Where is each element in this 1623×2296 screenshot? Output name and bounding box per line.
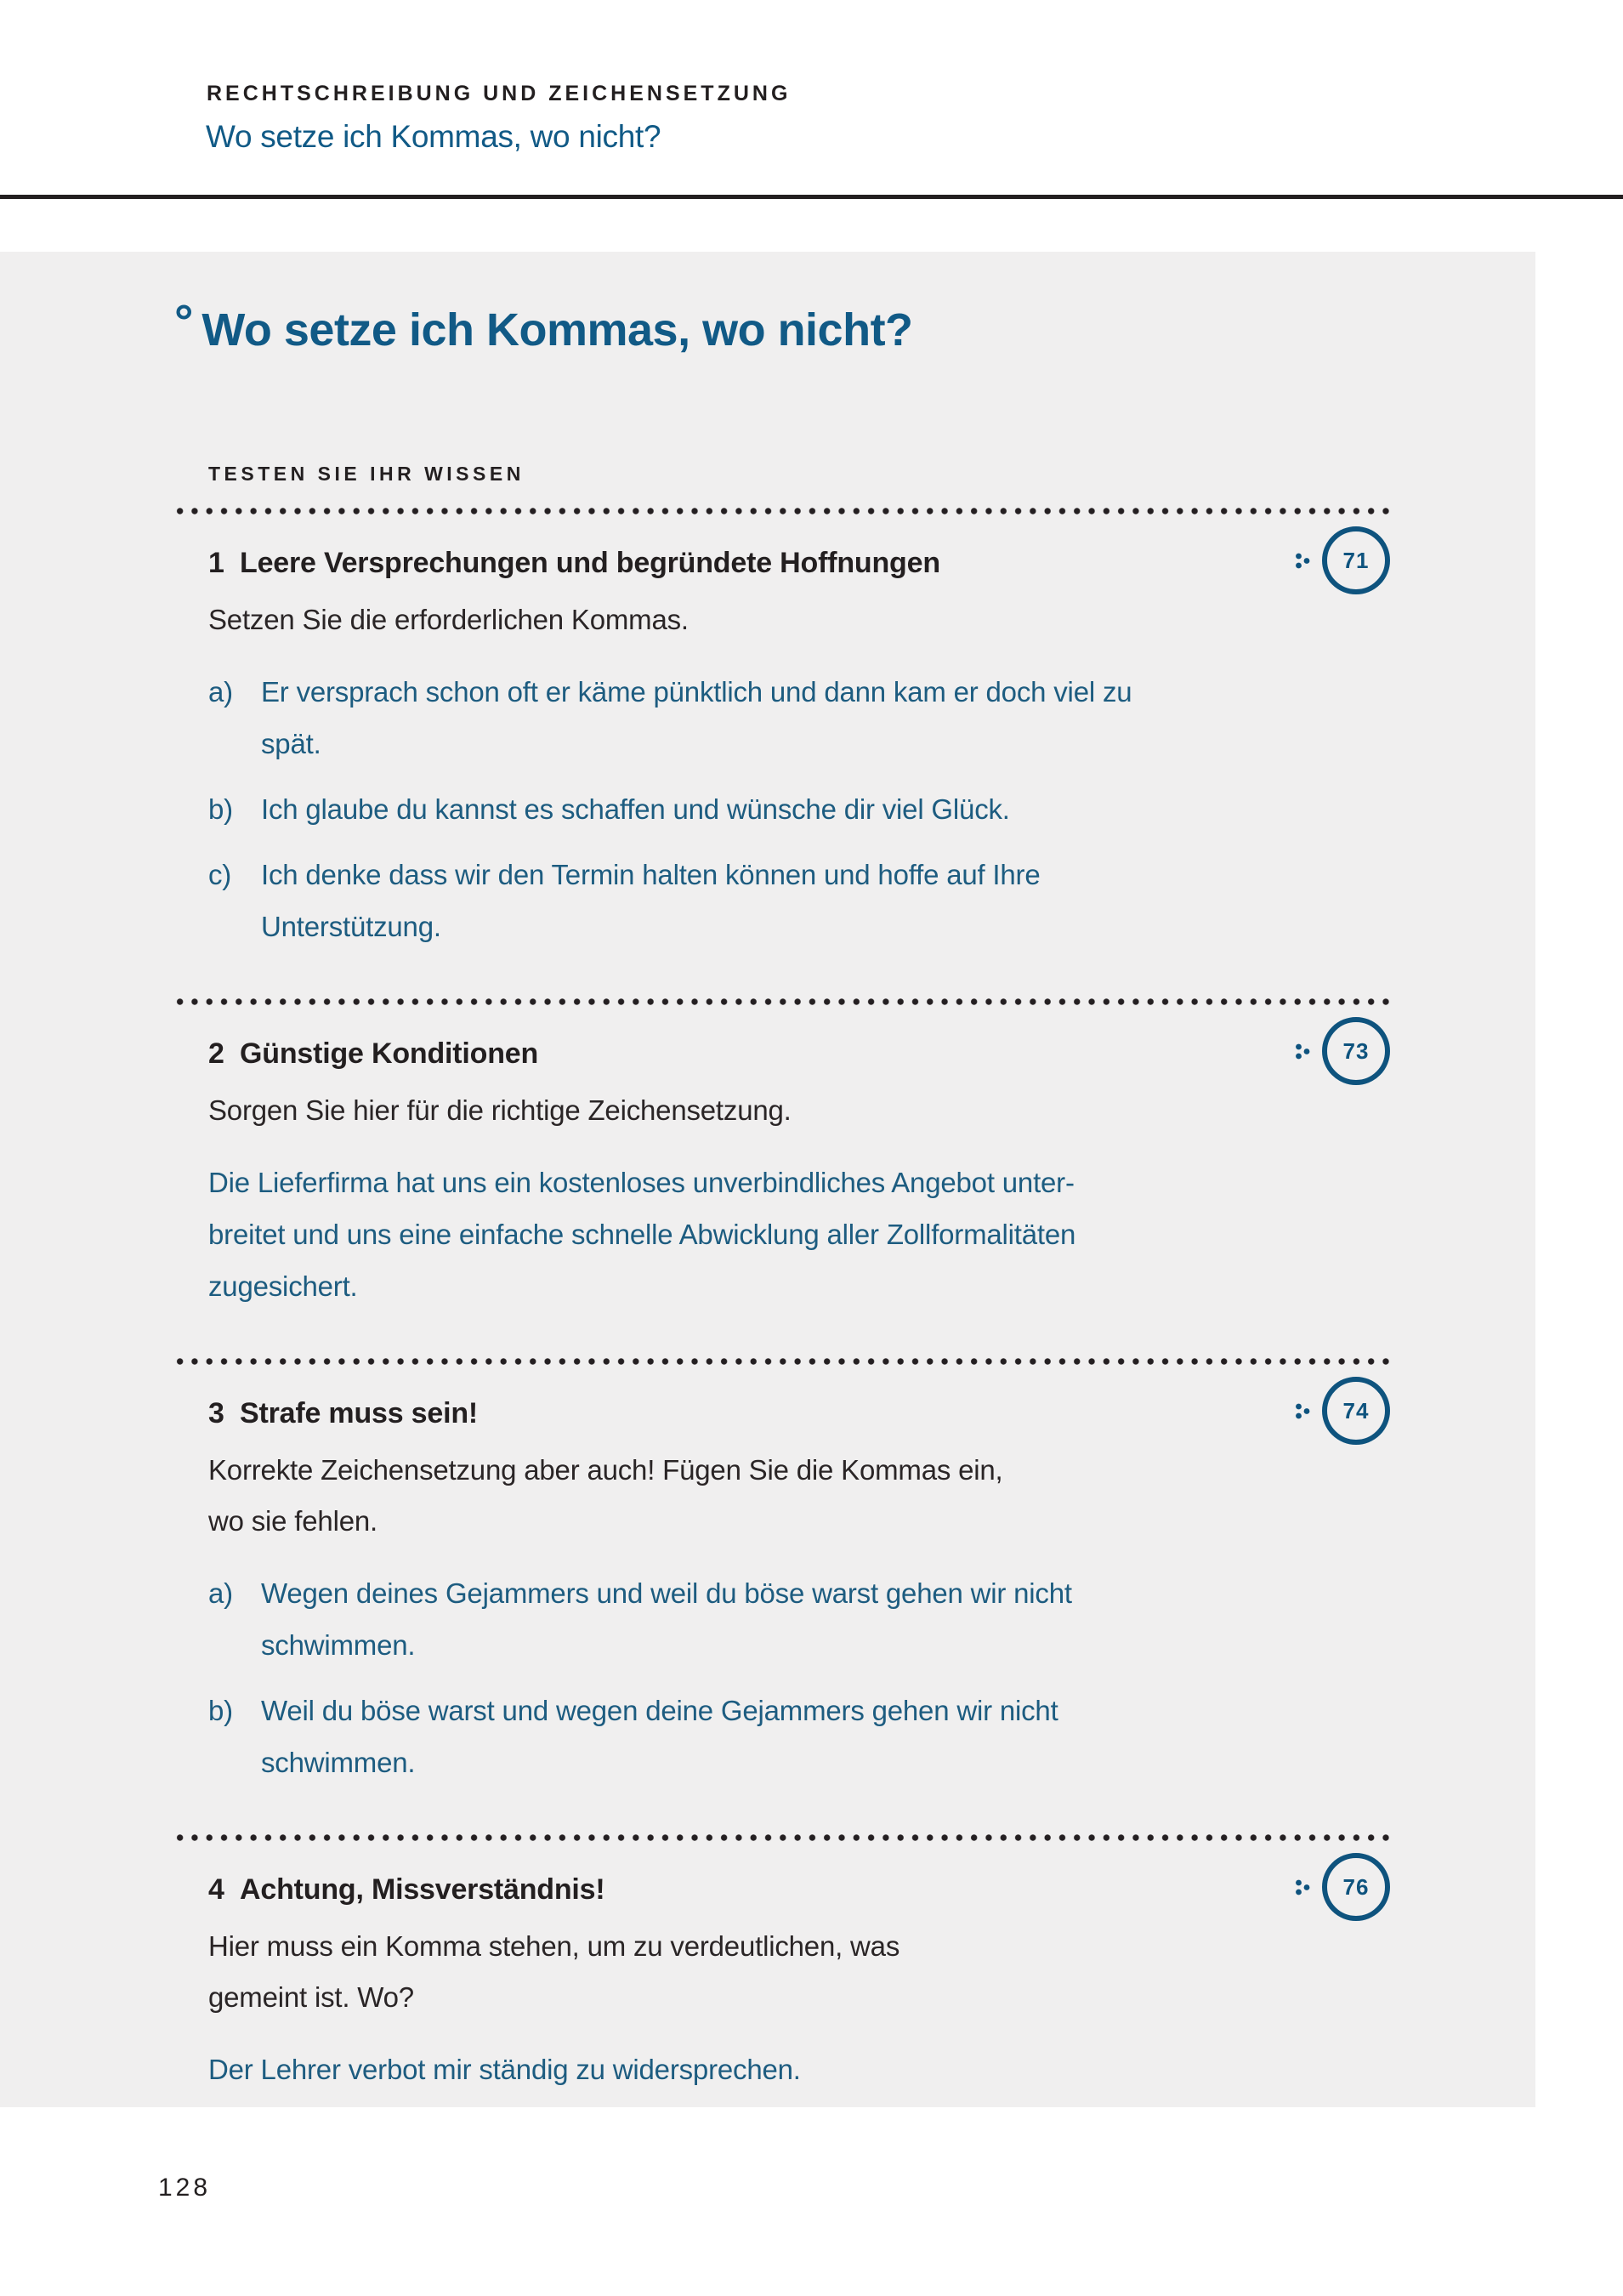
sentence-line: breitet und uns eine einfache schnelle Abwicklung aller Zollformalitäten: [208, 1219, 1076, 1250]
answer-ref-icon: [1295, 550, 1311, 571]
exercise-heading: [208, 1870, 1390, 1909]
exercise-instruction: [208, 1085, 1390, 1136]
answer-ref-icon: [1295, 1401, 1311, 1422]
item-line: Er versprach schon oft er käme pünktlich und dann kam er doch viel zu: [261, 676, 1132, 708]
instruction-line: wo sie fehlen.: [208, 1505, 377, 1537]
item-text: [261, 783, 1010, 835]
answer-page-badge: 73: [1322, 1017, 1390, 1085]
item-label: a): [208, 1577, 233, 1609]
exercise-sentence: [208, 2043, 1390, 2095]
instruction-line: Setzen Sie die erforderlichen Kommas.: [208, 604, 689, 635]
list-item: [208, 1685, 1390, 1788]
item-label: b): [208, 1695, 233, 1726]
item-label: c): [208, 859, 232, 890]
exercise-4: [173, 1841, 1390, 2119]
exercise-instruction: [208, 594, 1390, 645]
instruction-line: Korrekte Zeichensetzung aber auch! Fügen Sie die Kommas ein,: [208, 1454, 1003, 1486]
item-text: [261, 1567, 1072, 1671]
answer-badge-group: [1295, 1377, 1390, 1445]
item-line: schwimmen.: [261, 1629, 416, 1661]
answer-ref-icon: [1295, 1877, 1311, 1898]
chapter-section-title: Wo setze ich Kommas, wo nicht?: [206, 119, 661, 154]
instruction-line: Hier muss ein Komma stehen, um zu verdeutlichen, was: [208, 1930, 900, 1962]
section-label: TESTEN SIE IHR WISSEN: [208, 463, 525, 485]
sentence-line: zugesichert.: [208, 1270, 358, 1302]
answer-ref-icon: [1295, 1041, 1311, 1062]
exercise-number: 2: [208, 1037, 224, 1070]
exercise-instruction: [208, 1445, 1390, 1547]
item-text: [261, 849, 1041, 952]
page-number: 128: [158, 2174, 212, 2202]
item-label: a): [208, 676, 233, 708]
sentence-line: Die Lieferfirma hat uns ein kostenloses unverbindliches Angebot unter-: [208, 1167, 1075, 1198]
exercise-title: Achtung, Missverständnis!: [240, 1873, 605, 1906]
item-line: schwimmen.: [261, 1747, 416, 1778]
exercise-title: Leere Versprechungen und begründete Hoffnungen: [240, 547, 940, 579]
page-title: Wo setze ich Kommas, wo nicht?: [201, 304, 913, 355]
answer-page-badge: 76: [1322, 1853, 1390, 1921]
chapter-kicker: RECHTSCHREIBUNG UND ZEICHENSETZUNG: [207, 82, 792, 105]
item-line: Ich denke dass wir den Termin halten können und hoffe auf Ihre: [261, 859, 1041, 890]
dotted-divider: [173, 508, 1390, 514]
exercise-title: Günstige Konditionen: [240, 1037, 539, 1070]
instruction-line: Sorgen Sie hier für die richtige Zeichensetzung.: [208, 1094, 792, 1126]
exercise-heading: [208, 1394, 1390, 1433]
answer-page-badge: 71: [1322, 526, 1390, 594]
exercise-items: [208, 1567, 1390, 1788]
title-row: [174, 294, 1390, 364]
answer-page-badge: 74: [1322, 1377, 1390, 1445]
answer-badge-group: [1295, 526, 1390, 594]
exercise-sentence: [208, 1157, 1390, 1312]
item-line: Unterstützung.: [261, 911, 441, 942]
content-panel: [0, 252, 1535, 2107]
dotted-divider: [173, 998, 1390, 1005]
exercise-title: Strafe muss sein!: [240, 1397, 479, 1429]
list-item: [208, 1567, 1390, 1671]
item-line: spät.: [261, 728, 321, 759]
exercise-items: [208, 666, 1390, 952]
degree-bullet-icon: °: [174, 294, 194, 348]
exercise-number: 3: [208, 1397, 224, 1429]
item-text: [261, 1685, 1058, 1788]
item-line: Weil du böse warst und wegen deine Gejammers gehen wir nicht: [261, 1695, 1058, 1726]
answer-badge-group: [1295, 1017, 1390, 1085]
dotted-divider: [173, 1834, 1390, 1841]
list-item: [208, 666, 1390, 770]
exercise-instruction: [208, 1921, 1390, 2023]
item-line: Wegen deines Gejammers und weil du böse warst gehen wir nicht: [261, 1577, 1072, 1609]
item-label: b): [208, 793, 233, 825]
item-text: [261, 666, 1132, 770]
header-rule: [0, 195, 1623, 199]
exercise-number: 1: [208, 547, 224, 579]
item-line: Ich glaube du kannst es schaffen und wünsche dir viel Glück.: [261, 793, 1010, 825]
answer-badge-group: [1295, 1853, 1390, 1921]
instruction-line: gemeint ist. Wo?: [208, 1981, 414, 2013]
panel-inner: [0, 252, 1390, 2119]
sentence-line: Der Lehrer verbot mir ständig zu widersprechen.: [208, 2054, 801, 2085]
list-item: [208, 849, 1390, 952]
exercise-number: 4: [208, 1873, 224, 1906]
exercise-3: [173, 1365, 1390, 1812]
exercise-2: [173, 1005, 1390, 1336]
exercise-1: [173, 514, 1390, 976]
list-item: [208, 783, 1390, 835]
exercise-heading: [208, 543, 1390, 583]
exercise-heading: [208, 1034, 1390, 1073]
dotted-divider: [173, 1358, 1390, 1365]
